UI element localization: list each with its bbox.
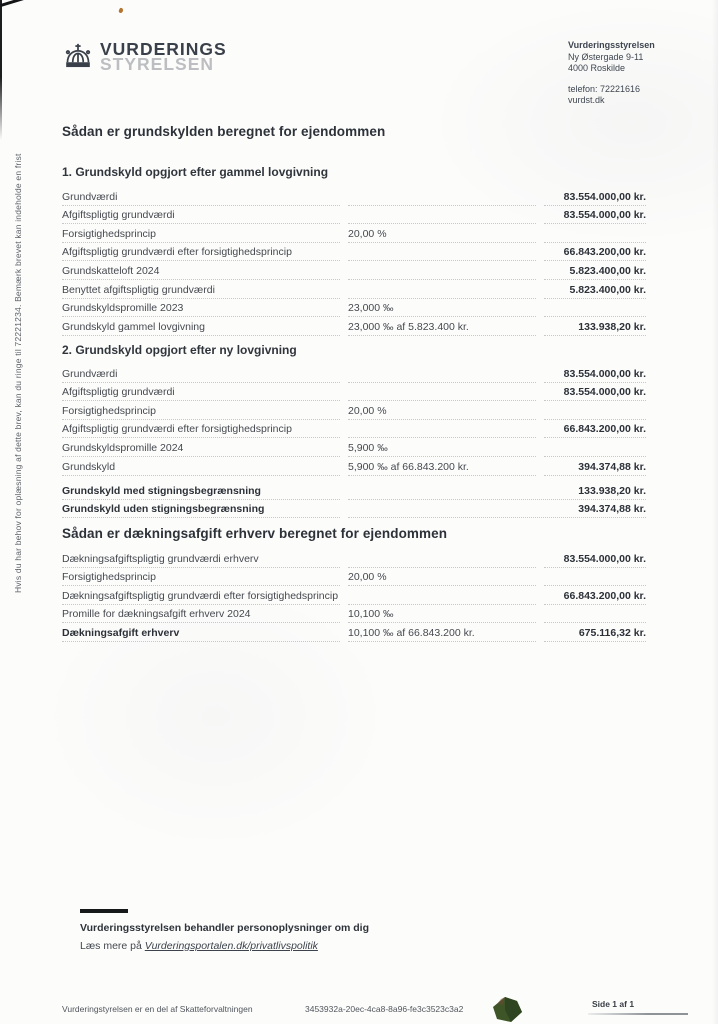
table-row	[62, 243, 646, 262]
table-cell-lbl: Promille for dækningsafgift erhverv 2024	[62, 608, 340, 623]
table-cell-lbl: Dækningsafgift erhverv	[62, 627, 340, 642]
table-cell-val: 83.554.000,00 kr.	[544, 209, 646, 224]
table-cell-val: 83.554.000,00 kr.	[544, 553, 646, 568]
table-cell-val: 133.938,20 kr.	[348, 485, 646, 500]
table-cell-mid	[348, 399, 536, 401]
table-row	[62, 420, 646, 439]
footer-document-id: 3453932a-20ec-4ca8-8a96-fe3c3523c3a2	[305, 1004, 464, 1014]
table-row	[62, 317, 646, 336]
leaf-scan-artifact	[492, 996, 524, 1024]
table-cell-lbl: Afgiftspligtig grundværdi	[62, 209, 340, 224]
table-cell-mid	[348, 278, 536, 280]
table-cell-mid: 10,100 ‰ af 66.843.200 kr.	[348, 627, 536, 642]
table-cell-mid: 20,00 %	[348, 571, 536, 586]
table-cell-val: 675.116,32 kr.	[544, 627, 646, 642]
table-row	[62, 457, 646, 476]
table-cell-mid: 10,100 ‰	[348, 608, 536, 623]
table-row	[62, 549, 646, 568]
sender-web: vurdst.dk	[568, 95, 605, 105]
table-row	[62, 401, 646, 420]
scan-edge-line	[0, 0, 2, 140]
table-row	[62, 586, 646, 605]
margin-accessibility-note: Hvis du har behov for oplæsning af dette brev, kan du ringe til 72221234. Bemærk brevet kan indeholde en frist	[13, 153, 23, 593]
table-cell-val	[544, 315, 646, 317]
table-cell-val: 83.554.000,00 kr.	[544, 386, 646, 401]
table-cell-mid: 23,000 ‰ af 5.823.400 kr.	[348, 321, 536, 336]
table-daekningsafgift	[62, 549, 646, 642]
table-cell-val: 5.823.400,00 kr.	[544, 265, 646, 280]
table-cell-val: 66.843.200,00 kr.	[544, 246, 646, 261]
table-cell-lbl: Grundskyld	[62, 461, 340, 476]
table-cell-mid	[348, 436, 536, 438]
table-cell-val	[544, 455, 646, 457]
table-cell-lbl: Afgiftspligtig grundværdi	[62, 386, 340, 401]
sender-street: Ny Østergade 9-11	[568, 51, 644, 62]
table-row	[62, 224, 646, 243]
table-row	[62, 438, 646, 457]
section1-heading: 1. Grundskyld opgjort efter gammel lovgivning	[62, 165, 329, 179]
table-cell-val: 133.938,20 kr.	[544, 321, 646, 336]
table-cell-lbl: Afgiftspligtig grundværdi efter forsigtighedsprincip	[62, 423, 340, 438]
privacy-policy-link[interactable]: Vurderingsportalen.dk/privatlivspolitik	[144, 940, 318, 952]
table-row	[62, 605, 646, 624]
table-row	[62, 568, 646, 587]
table-cell-mid: 5,900 ‰ af 66.843.200 kr.	[348, 461, 536, 476]
footer-page-number: Side 1 af 1	[592, 999, 635, 1009]
scan-speck	[118, 7, 124, 13]
table-row	[62, 500, 646, 519]
table-cell-lbl: Grundskyldspromille 2023	[62, 302, 340, 317]
footer-page-rule	[588, 1013, 688, 1015]
logo-text-line1: VURDERINGS	[100, 39, 227, 59]
table-cell-lbl: Grundskyldspromille 2024	[62, 442, 340, 457]
table-row	[62, 623, 646, 642]
table-cell-lbl: Grundskyld med stigningsbegrænsning	[62, 485, 340, 500]
table-cell-lbl: Grundskatteloft 2024	[62, 265, 340, 280]
table-cell-val: 66.843.200,00 kr.	[544, 423, 646, 438]
table-cell-lbl: Afgiftspligtig grundværdi efter forsigtighedsprincip	[62, 246, 340, 261]
table-cell-mid	[348, 259, 536, 261]
table-grundskyld-old-law	[62, 187, 646, 336]
table-row	[62, 481, 646, 500]
footer-agency-note: Vurderingstyrelsen er en del af Skatteforvaltningen	[62, 1004, 253, 1014]
agency-logo	[63, 41, 227, 76]
privacy-text-prefix: Læs mere på	[80, 940, 145, 952]
table-row	[62, 299, 646, 318]
privacy-text	[80, 940, 318, 952]
table-grundskyld-new-law	[62, 364, 646, 476]
table-cell-val: 83.554.000,00 kr.	[544, 368, 646, 383]
scan-corner-streak	[0, 0, 39, 9]
table-cell-lbl: Grundskyld gammel lovgivning	[62, 321, 340, 336]
sender-phone: telefon: 72221616	[568, 83, 641, 94]
table-grundskyld-summary	[62, 481, 646, 518]
table-cell-val: 66.843.200,00 kr.	[544, 590, 646, 605]
privacy-heading: Vurderingsstyrelsen behandler personoplysninger om dig	[80, 922, 370, 934]
table-row	[62, 206, 646, 225]
page-title: Sådan er grundskylden beregnet for ejendommen	[62, 124, 386, 139]
table-cell-lbl: Benyttet afgiftspligtig grundværdi	[62, 284, 340, 299]
table-row	[62, 364, 646, 383]
table-cell-mid: 20,00 %	[348, 228, 536, 243]
table-cell-mid	[348, 204, 536, 206]
table-cell-lbl: Grundskyld uden stigningsbegrænsning	[62, 503, 340, 518]
table-cell-mid	[348, 297, 536, 299]
table-row	[62, 383, 646, 402]
table-cell-val	[544, 584, 646, 586]
table-row	[62, 280, 646, 299]
section3-heading: Sådan er dækningsafgift erhverv beregnet for ejendommen	[62, 526, 448, 541]
table-cell-val: 394.374,88 kr.	[348, 503, 646, 518]
section2-heading: 2. Grundskyld opgjort efter ny lovgivning	[62, 343, 297, 357]
table-row	[62, 261, 646, 280]
table-cell-lbl: Forsigtighedsprincip	[62, 405, 340, 420]
crown-icon	[63, 43, 93, 76]
sender-name: Vurderingsstyrelsen	[568, 40, 655, 50]
table-cell-mid	[348, 603, 536, 605]
table-cell-val: 83.554.000,00 kr.	[544, 191, 646, 206]
logo-text-line2: STYRELSEN	[100, 54, 215, 74]
table-cell-mid: 5,900 ‰	[348, 442, 536, 457]
table-cell-mid: 23,000 ‰	[348, 302, 536, 317]
table-cell-mid	[348, 222, 536, 224]
table-cell-val	[544, 418, 646, 420]
table-cell-val	[544, 621, 646, 623]
table-cell-val: 5.823.400,00 kr.	[544, 284, 646, 299]
table-cell-lbl: Grundværdi	[62, 191, 340, 206]
table-cell-val	[544, 241, 646, 243]
table-cell-mid: 20,00 %	[348, 405, 536, 420]
sender-address-block	[568, 40, 655, 107]
table-cell-lbl: Grundværdi	[62, 368, 340, 383]
table-row	[62, 187, 646, 206]
table-cell-lbl: Dækningsafgiftspligtig grundværdi efter forsigtighedsprincip	[62, 590, 340, 605]
privacy-section-bar	[80, 909, 128, 913]
table-cell-mid	[348, 566, 536, 568]
table-cell-lbl: Forsigtighedsprincip	[62, 571, 340, 586]
sender-city: 4000 Roskilde	[568, 63, 626, 73]
table-cell-lbl: Dækningsafgiftspligtig grundværdi erhverv	[62, 553, 340, 568]
table-cell-mid	[348, 381, 536, 383]
table-cell-lbl: Forsigtighedsprincip	[62, 228, 340, 243]
table-cell-val: 394.374,88 kr.	[544, 461, 646, 476]
